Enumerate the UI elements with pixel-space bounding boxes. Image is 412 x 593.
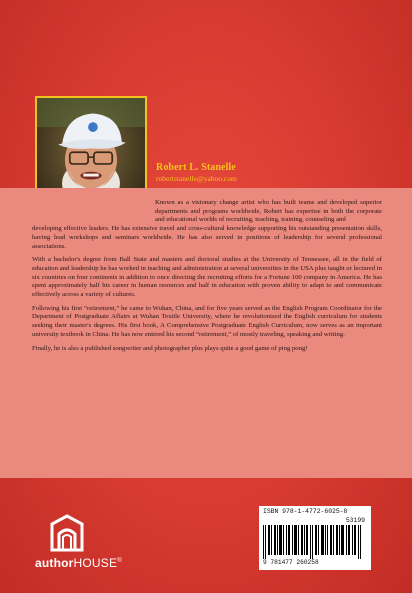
authorhouse-logo-icon bbox=[50, 514, 84, 554]
authorhouse-logo bbox=[35, 514, 122, 574]
bio-paragraph-1-top: Known as a visionary change artist who has built teams and developed superior departments and programs worldwide, Robert has expertise in both the corporate and educational worlds of recruiting, teaching, training, counseling and bbox=[155, 199, 382, 224]
author-name: Robert L. Stanelle bbox=[156, 162, 236, 173]
bio-paragraph-1-rest: developing effective leaders. He has extensive travel and cross-cultural knowledge supporting his outstanding presentation skills, having lead workshops and seminars worldwide. He has also served in positions of leadership for several professional associations. bbox=[32, 225, 382, 250]
price-code: 53199 bbox=[345, 517, 365, 524]
bio-paragraph-3: Following his first “retirement,” he came to Wuhan, China, and for five years served as the English Program Coordinator for the Department of Postgraduate Affairs at Wuhan Textile University, where he revolutionized the English curriculum for students seeking their master's degrees. His first book, A Comprehensive Postgraduate English Curriculum, now serves as an important university textbook in China. He has now entered his second “retirement,” of mostly traveling, speaking and writing. bbox=[32, 304, 382, 338]
authorhouse-wordmark: authorHOUSE® bbox=[35, 556, 122, 570]
bio-paragraph-2: With a bachelor's degree from Ball State and masters and doctoral studies at the University of Tennessee, all in the field of education and leadership he has worked in teaching and administration at several universities in the USA plus taught or lectured in six countries on four continents in addition to once directing the recruiting efforts for a Fortune 100 company in America. He has spent approximately half his career in human resources and half in education with proven ability to adapt to and communicate effectively across a variety of cultures. bbox=[32, 256, 382, 299]
bio-paragraph-4: Finally, he is also a published songwriter and photographer plus plays quite a good game of ping pong! bbox=[32, 344, 308, 352]
author-bio bbox=[32, 199, 382, 358]
barcode-digits: 9 781477 260258 bbox=[263, 559, 319, 566]
isbn-number: ISBN 978-1-4772-6025-8 bbox=[263, 508, 348, 515]
isbn-barcode bbox=[259, 506, 371, 570]
barcode-bars bbox=[263, 525, 367, 559]
author-email: robertstanelle@yahoo.com bbox=[156, 174, 237, 183]
